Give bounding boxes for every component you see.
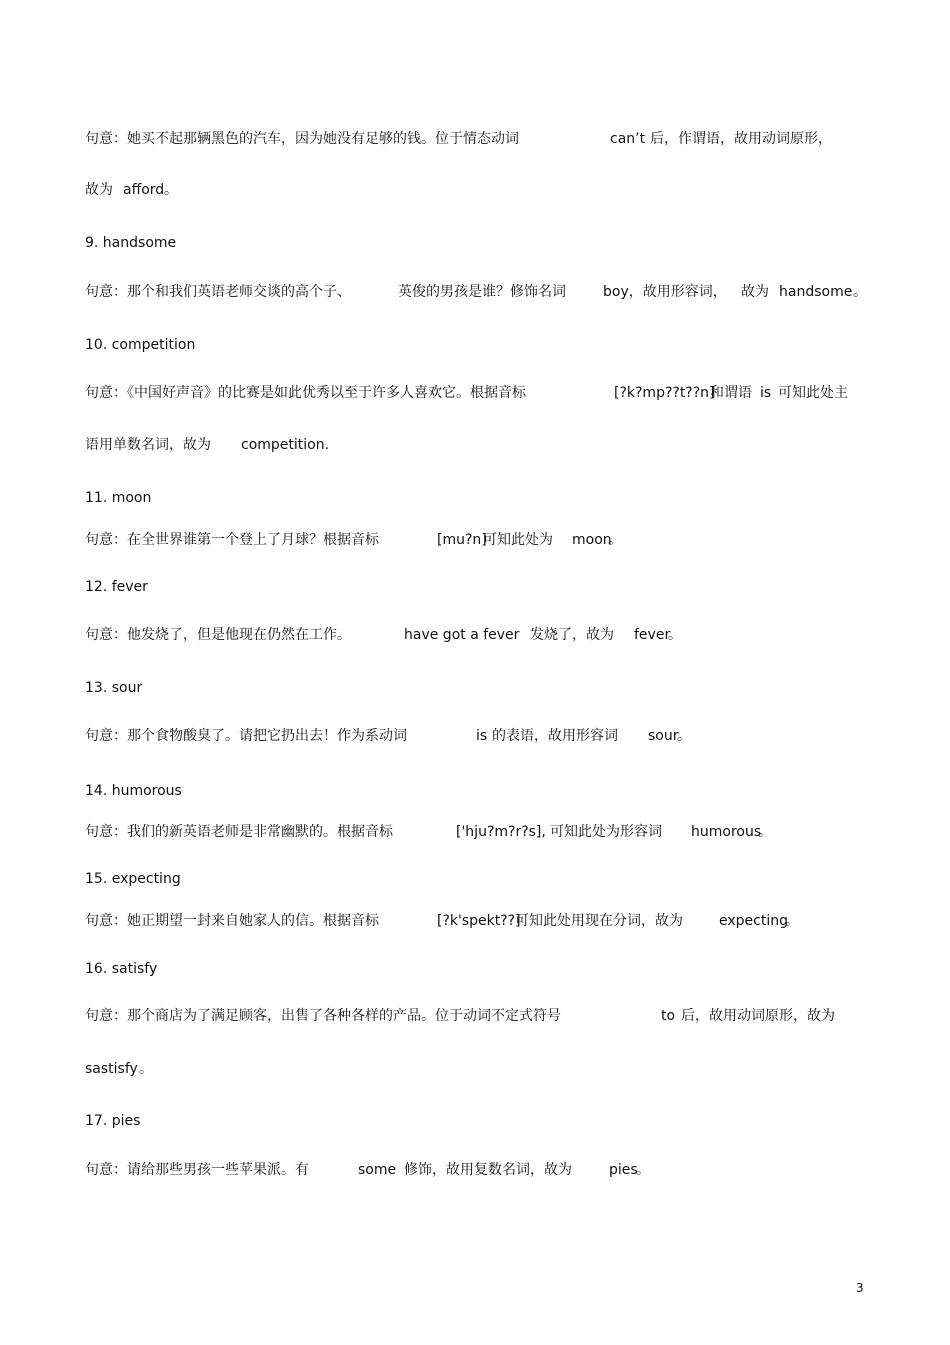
text-segment: 句意：她买不起那辆黑色的汽车，因为她没有足够的钱。位于情态动词	[85, 131, 519, 147]
text-segment: can’t	[610, 131, 646, 147]
text-segment: 和谓语	[710, 385, 752, 401]
text-segment: 后，作谓语，故用动词原形，	[650, 131, 832, 147]
text-segment: 的表语，故用形容词	[492, 728, 618, 744]
text-segment: 句意：《中国好声音》的比赛是如此优秀以至于许多人喜欢它。根据音标	[85, 385, 526, 401]
text-segment: 英俊的男孩是谁？修饰名词	[398, 284, 566, 300]
text-segment: 故为	[85, 182, 113, 198]
text-segment: handsome	[779, 284, 853, 300]
text-segment: sour	[648, 728, 679, 744]
text-segment: 。	[677, 728, 691, 744]
page-number: 3	[856, 1281, 864, 1295]
text-segment: 。	[608, 532, 622, 548]
text-segment: have got a fever	[404, 627, 520, 643]
text-segment: 句意：那个食物酸臭了。请把它扔出去！作为系动词	[85, 728, 407, 744]
text-segment: sastisfy	[85, 1061, 138, 1077]
text-segment: expecting	[719, 913, 788, 929]
heading-text: 13. sour	[85, 680, 143, 696]
text-segment: ['hju?m?r?s],	[456, 824, 546, 840]
text-segment: 。	[636, 1162, 650, 1178]
text-segment: fever	[634, 627, 671, 643]
text-segment: 。	[139, 1061, 153, 1077]
text-segment: humorous	[691, 824, 762, 840]
text-segment: 后，故用动词原形，故为	[681, 1008, 835, 1024]
text-segment: boy，故用形容词，	[603, 284, 727, 300]
text-segment: 发烧了，故为	[530, 627, 614, 643]
text-segment: 句意：请给那些男孩一些苹果派。有	[85, 1162, 309, 1178]
text-segment: 句意：那个和我们英语老师交谈的高个子、	[85, 284, 351, 300]
text-segment: is	[476, 728, 488, 744]
heading-text: 11. moon	[85, 490, 152, 506]
heading-text: 9. handsome	[85, 235, 177, 251]
text-segment: is	[760, 385, 772, 401]
text-segment: competition.	[241, 437, 330, 453]
text-segment: [?k?mp??t??n]	[614, 385, 715, 401]
text-segment: moon	[572, 532, 612, 548]
text-segment: 修饰，故用复数名词，故为	[404, 1162, 572, 1178]
text-segment: 可知此处用现在分词，故为	[515, 913, 683, 929]
text-segment: 句意：她正期望一封来自她家人的信。根据音标	[85, 913, 379, 929]
heading-text: 16. satisfy	[85, 961, 158, 977]
text-segment: 。	[785, 913, 799, 929]
text-segment: [?k'spekt??]	[437, 913, 521, 929]
text-segment: 句意：我们的新英语老师是非常幽默的。根据音标	[85, 824, 393, 840]
heading-text: 15. expecting	[85, 871, 181, 887]
text-segment: afford	[123, 182, 165, 198]
text-segment: 。	[668, 627, 682, 643]
text-segment: 句意：他发烧了，但是他现在仍然在工作。	[85, 627, 351, 643]
text-segment: 句意：在全世界谁第一个登上了月球？根据音标	[85, 532, 379, 548]
text-segment: [mu?n]	[437, 532, 487, 548]
heading-text: 12. fever	[85, 579, 148, 595]
heading-text: 10. competition	[85, 337, 196, 353]
text-segment: 故为	[741, 284, 769, 300]
text-segment: 。	[758, 824, 772, 840]
heading-text: 14. humorous	[85, 783, 182, 799]
text-segment: some	[358, 1162, 397, 1178]
text-segment: 可知此处为	[483, 532, 553, 548]
text-segment: 。	[164, 182, 178, 198]
text-segment: pies	[609, 1162, 638, 1178]
text-segment: 语用单数名词，故为	[85, 437, 211, 453]
text-segment: 可知此处为形容词	[550, 824, 662, 840]
text-segment: 可知此处主	[778, 385, 848, 401]
text-segment: to	[661, 1008, 676, 1024]
text-segment: 。	[853, 284, 867, 300]
heading-text: 17. pies	[85, 1113, 141, 1129]
text-segment: 句意：那个商店为了满足顾客，出售了各种各样的产品。位于动词不定式符号	[85, 1008, 561, 1024]
